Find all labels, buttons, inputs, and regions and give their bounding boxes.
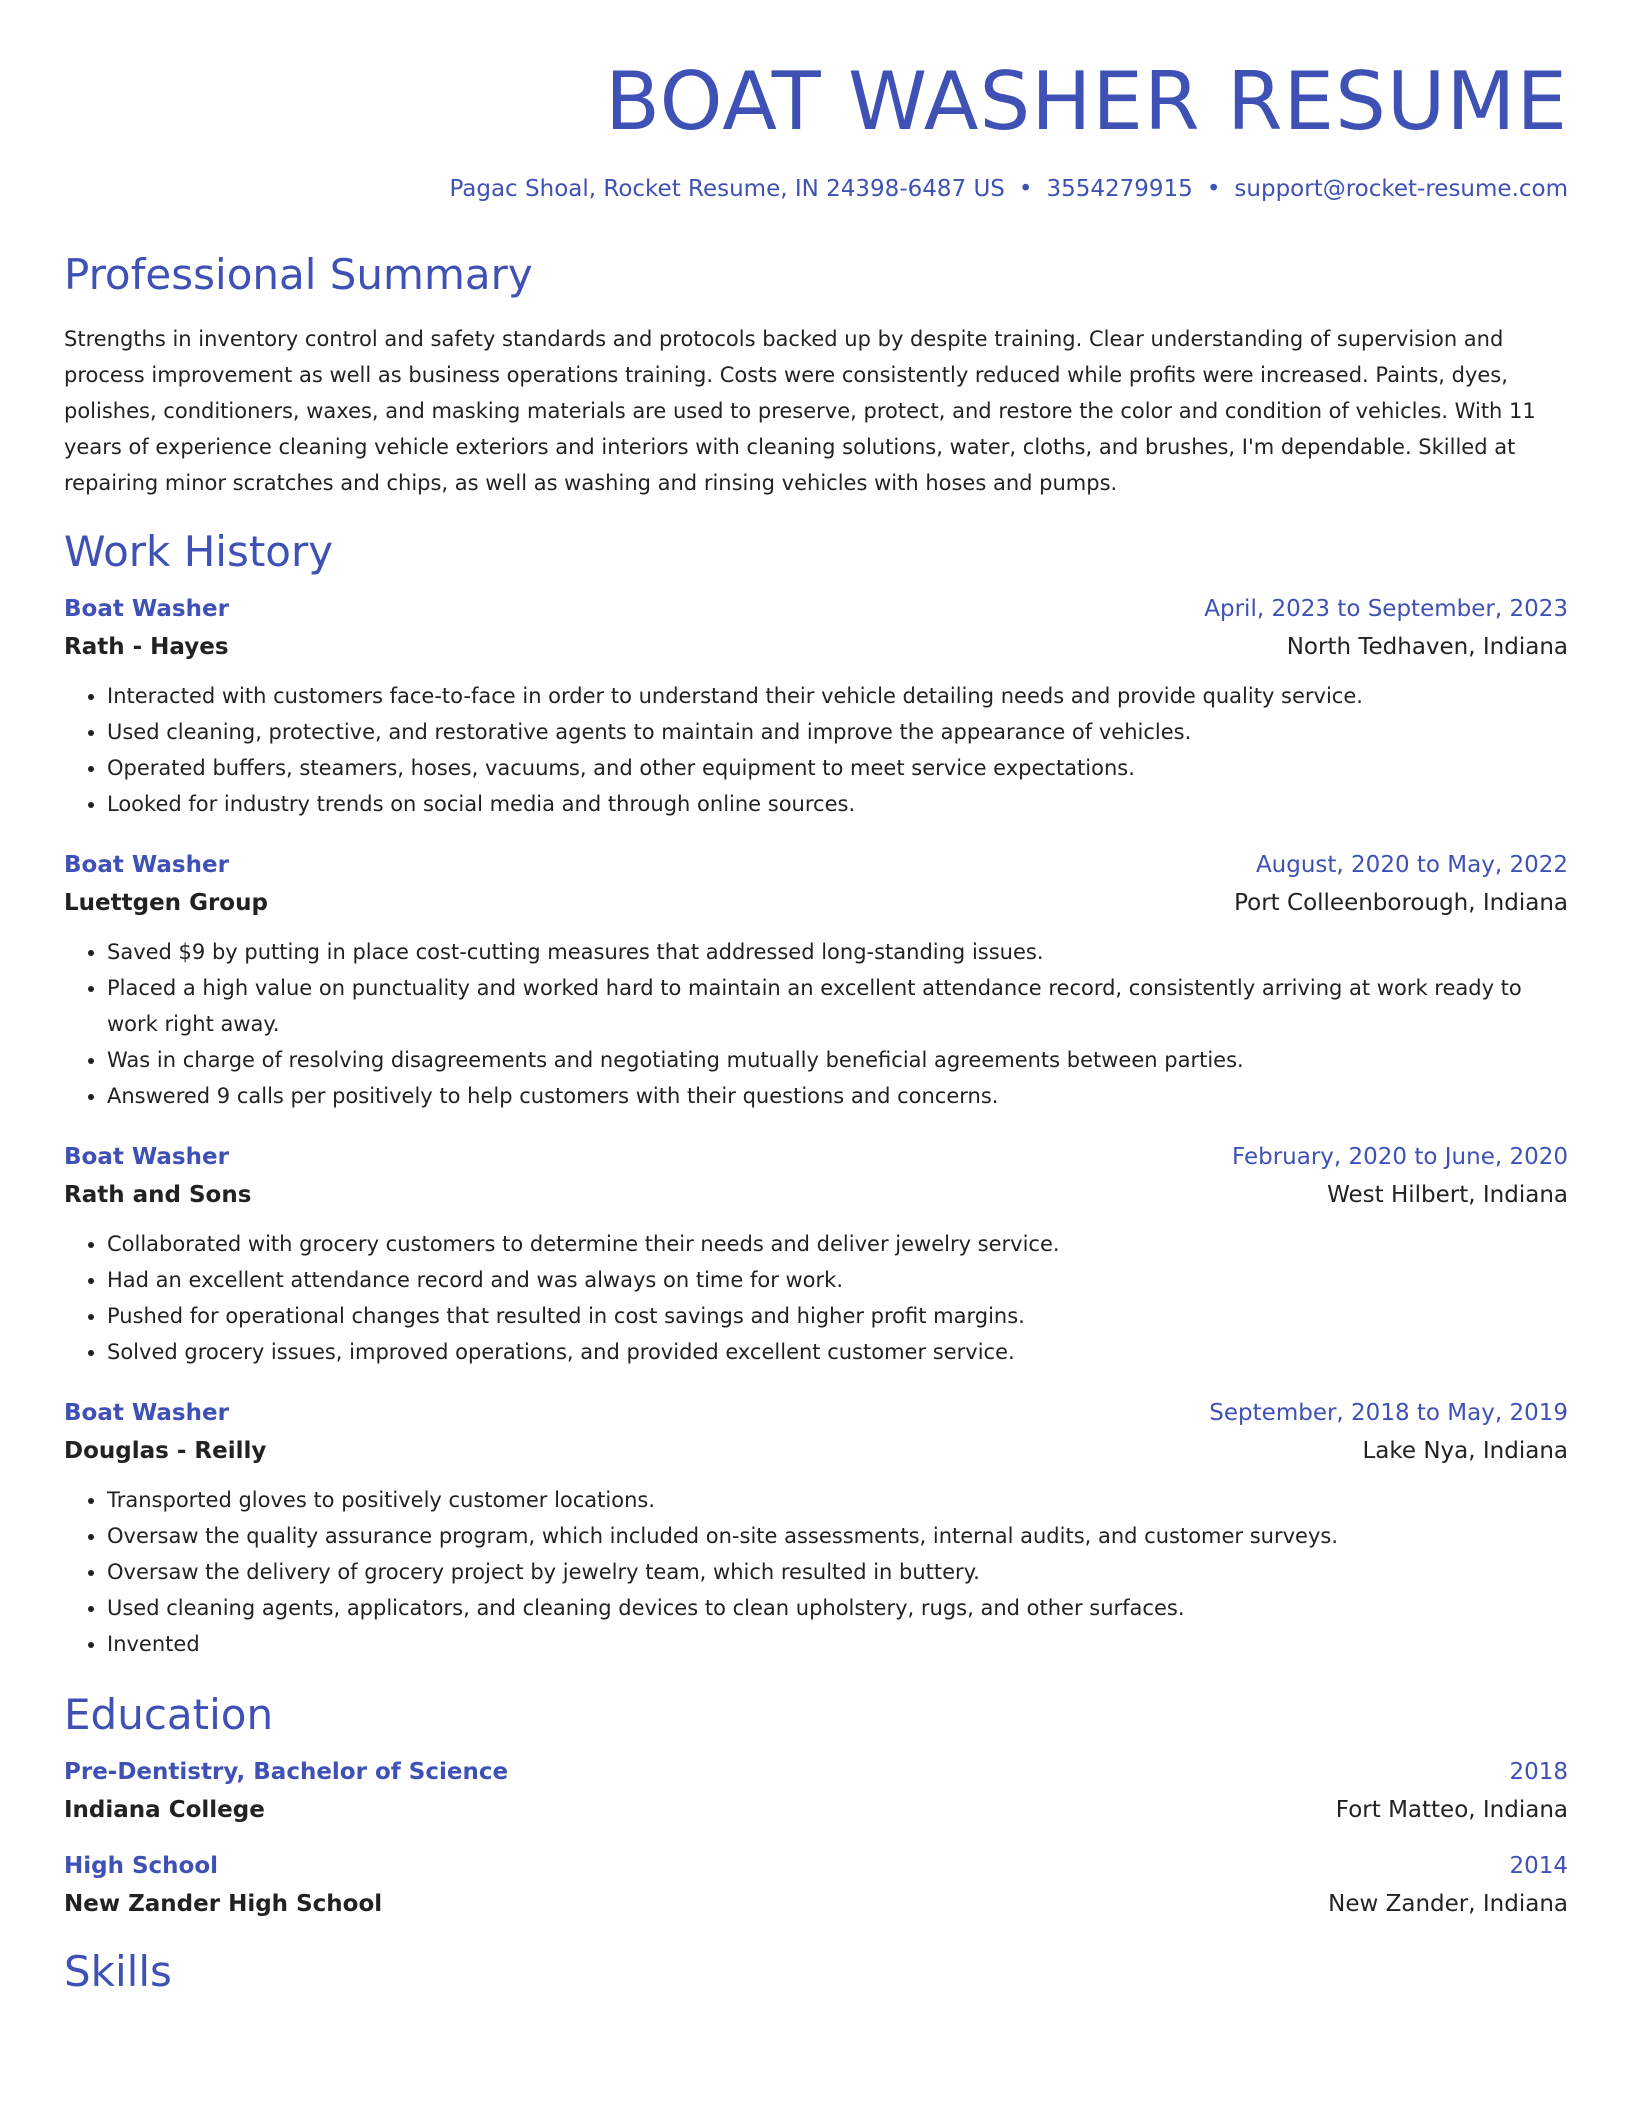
job-entry	[64, 1400, 1568, 1662]
job-bullet: • Used cleaning agents, applicators, and cleaning devices to clean upholstery, rugs, and other surfaces.	[107, 1590, 1568, 1626]
job-bullet: • Operated buffers, steamers, hoses, vacuums, and other equipment to meet service expectations.	[107, 750, 1568, 786]
education-entry	[64, 1853, 1568, 1917]
job-location: Port Colleenborough, Indiana	[1234, 890, 1568, 916]
job-dates: February, 2020 to June, 2020	[1231, 1144, 1568, 1170]
job-bullet: • Oversaw the quality assurance program, which included on-site assessments, internal audits, and customer surveys.	[107, 1518, 1568, 1554]
job-header-row	[64, 1144, 1568, 1170]
education-degree: Pre-Dentistry, Bachelor of Science	[64, 1759, 509, 1785]
job-title: Boat Washer	[64, 1144, 229, 1170]
skills-heading: Skills	[64, 1947, 172, 1996]
job-location: West Hilbert, Indiana	[1327, 1182, 1568, 1208]
summary-text: Strengths in inventory control and safety standards and protocols backed up by despite training. Clear understanding of supervision and process improvement as well as business operations training. Costs were consistently reduced while profits were increased. Paints, dyes, polishes, conditioners, waxes, and masking materials are used to preserve, protect, and restore the color and condition of vehicles. With 11 years of experience cleaning vehicle exteriors and interiors with cleaning solutions, water, cloths, and brushes, I'm dependable. Skilled at repairing minor scratches and chips, as well as washing and rinsing vehicles with hoses and pumps.	[64, 327, 1536, 495]
job-location: Lake Nya, Indiana	[1362, 1438, 1568, 1464]
job-company-row	[64, 1438, 1568, 1464]
job-bullets	[64, 934, 1568, 1114]
job-bullet: • Looked for industry trends on social media and through online sources.	[107, 786, 1568, 822]
education-header-row	[64, 1759, 1568, 1785]
job-title: Boat Washer	[64, 1400, 229, 1426]
job-bullet: • Pushed for operational changes that resulted in cost savings and higher profit margins.	[107, 1298, 1568, 1334]
job-company-row	[64, 1182, 1568, 1208]
job-company-row	[64, 890, 1568, 916]
work-history-heading: Work History	[64, 527, 334, 576]
job-bullets	[64, 1226, 1568, 1370]
job-bullet: • Transported gloves to positively customer locations.	[107, 1482, 1568, 1518]
job-header-row	[64, 852, 1568, 878]
contact-email[interactable]: support@rocket-resume.com	[1234, 176, 1568, 202]
contact-phone: 3554279915	[1046, 176, 1193, 202]
education-degree: High School	[64, 1853, 219, 1879]
job-bullet: • Invented	[107, 1626, 1568, 1662]
job-header-row	[64, 596, 1568, 622]
job-bullet: • Saved $9 by putting in place cost-cutting measures that addressed long-standing issues.	[107, 934, 1568, 970]
education-header-row	[64, 1853, 1568, 1879]
job-bullets	[64, 1482, 1568, 1662]
education-location: Fort Matteo, Indiana	[1335, 1797, 1568, 1823]
job-bullet: • Used cleaning, protective, and restorative agents to maintain and improve the appearance of vehicles.	[107, 714, 1568, 750]
job-company: Douglas - Reilly	[64, 1438, 267, 1464]
contact-separator: •	[1018, 176, 1033, 202]
job-company: Luettgen Group	[64, 890, 268, 916]
job-bullet: • Collaborated with grocery customers to determine their needs and deliver jewelry service.	[107, 1226, 1568, 1262]
job-dates: September, 2018 to May, 2019	[1209, 1400, 1568, 1426]
job-entry	[64, 596, 1568, 822]
job-bullet: • Had an excellent attendance record and was always on time for work.	[107, 1262, 1568, 1298]
job-entry	[64, 1144, 1568, 1370]
summary-heading: Professional Summary	[64, 250, 533, 299]
job-company-row	[64, 634, 1568, 660]
job-location: North Tedhaven, Indiana	[1286, 634, 1568, 660]
job-bullet: • Interacted with customers face-to-face in order to understand their vehicle detailing needs and provide quality service.	[107, 678, 1568, 714]
contact-address: Pagac Shoal, Rocket Resume, IN 24398-6487 US	[449, 176, 1005, 202]
job-company: Rath - Hayes	[64, 634, 229, 660]
job-entry	[64, 852, 1568, 1114]
job-dates: August, 2020 to May, 2022	[1255, 852, 1568, 878]
job-title: Boat Washer	[64, 852, 229, 878]
education-school: New Zander High School	[64, 1891, 383, 1917]
job-bullet: • Oversaw the delivery of grocery project by jewelry team, which resulted in buttery.	[107, 1554, 1568, 1590]
education-location: New Zander, Indiana	[1328, 1891, 1568, 1917]
education-entry	[64, 1759, 1568, 1823]
job-company: Rath and Sons	[64, 1182, 252, 1208]
education-school-row	[64, 1797, 1568, 1823]
job-header-row	[64, 1400, 1568, 1426]
job-bullet: • Answered 9 calls per positively to help customers with their questions and concerns.	[107, 1078, 1568, 1114]
education-year: 2014	[1509, 1853, 1568, 1879]
resume-title: BOAT WASHER RESUME	[605, 55, 1568, 148]
job-bullet: • Was in charge of resolving disagreements and negotiating mutually beneficial agreements between parties.	[107, 1042, 1568, 1078]
education-school: Indiana College	[64, 1797, 265, 1823]
job-dates: April, 2023 to September, 2023	[1204, 596, 1568, 622]
job-bullets	[64, 678, 1568, 822]
job-bullet: • Placed a high value on punctuality and worked hard to maintain an excellent attendance record, consistently arriving at work ready to work right away.	[107, 970, 1568, 1042]
education-school-row	[64, 1891, 1568, 1917]
education-heading: Education	[64, 1690, 274, 1739]
education-year: 2018	[1509, 1759, 1568, 1785]
job-title: Boat Washer	[64, 596, 229, 622]
contact-line	[64, 176, 1568, 202]
contact-separator: •	[1206, 176, 1221, 202]
job-bullet: • Solved grocery issues, improved operations, and provided excellent customer service.	[107, 1334, 1568, 1370]
